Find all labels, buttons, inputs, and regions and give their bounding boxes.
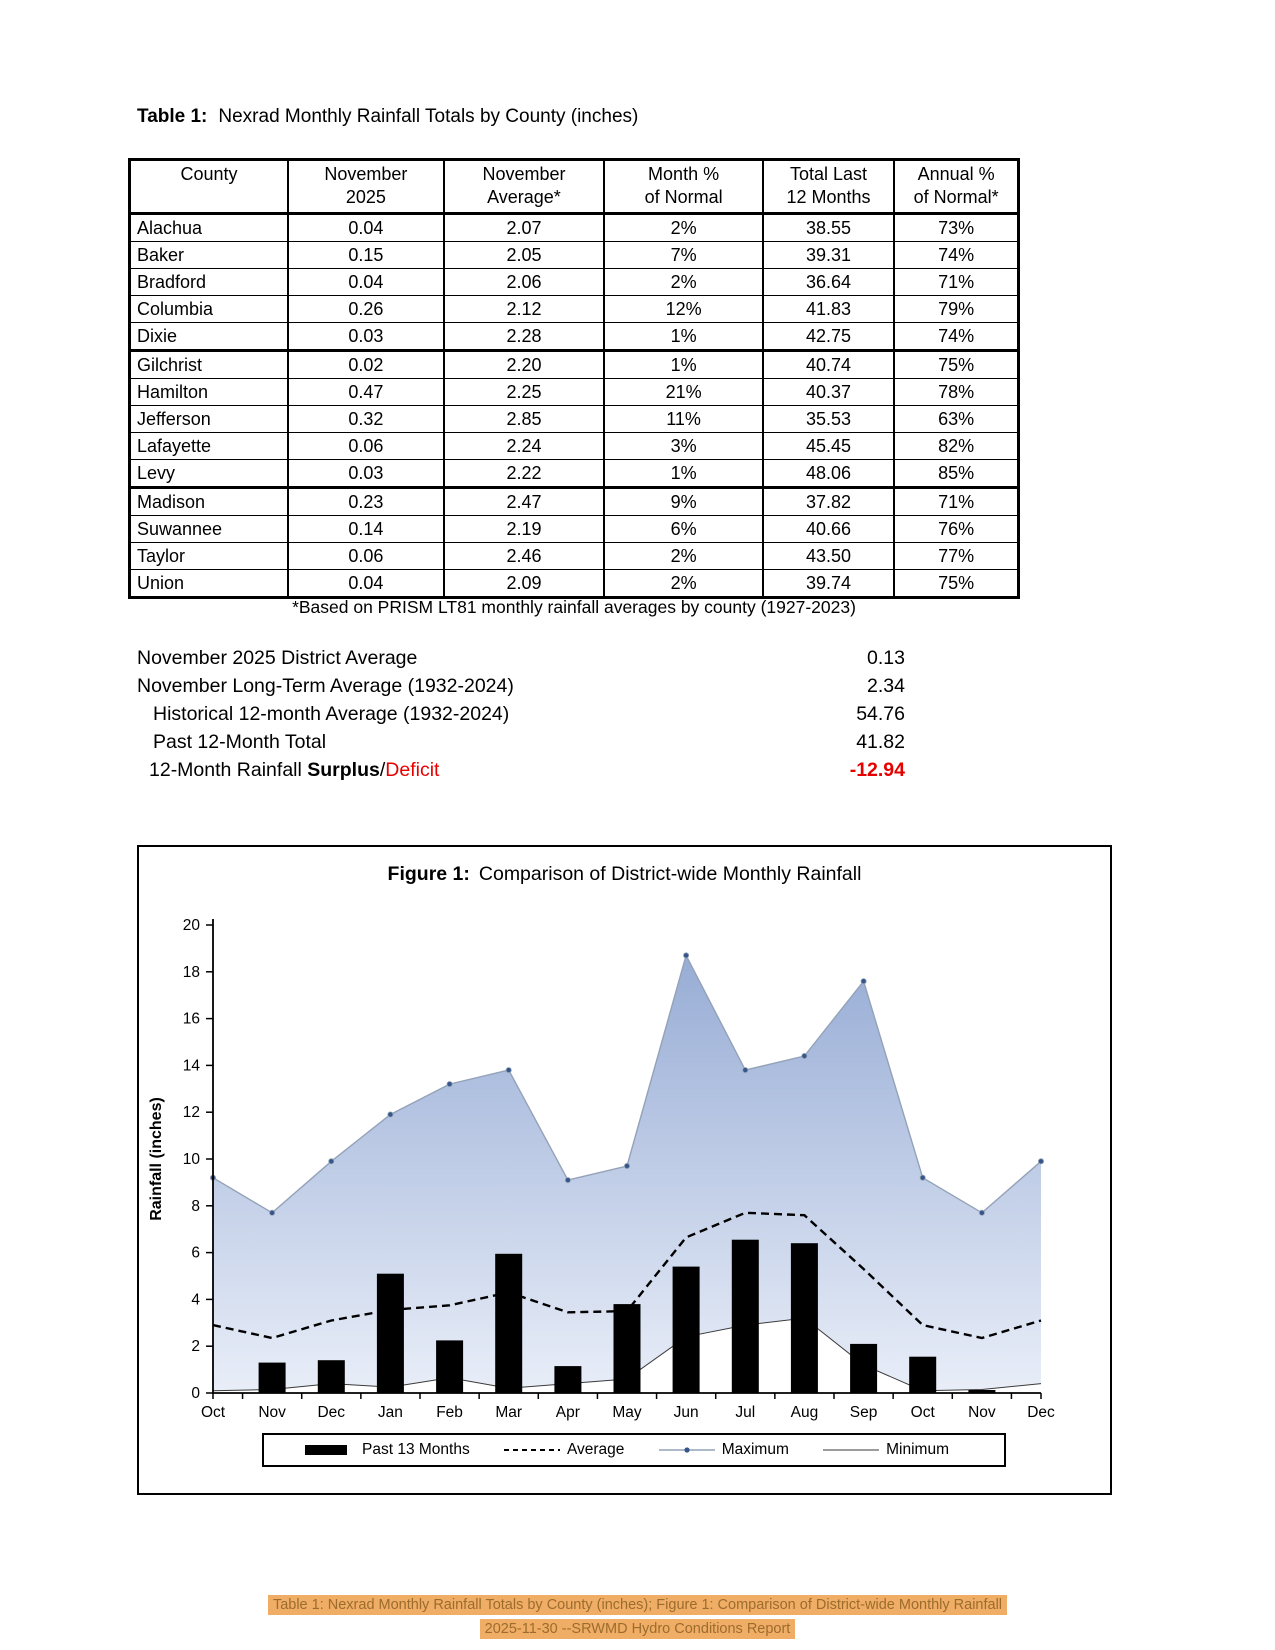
table-cell: 38.55 xyxy=(763,214,894,242)
y-axis-title: Rainfall (inches) xyxy=(148,1097,165,1221)
table-cell: Bradford xyxy=(130,269,289,296)
marker-dot xyxy=(388,1112,393,1117)
table-cell: Dixie xyxy=(130,323,289,351)
table-cell: 35.53 xyxy=(763,406,894,433)
y-tick-label: 0 xyxy=(191,1385,200,1402)
marker-dot xyxy=(506,1068,511,1073)
column-header: Annual % of Normal* xyxy=(894,160,1018,214)
y-tick-label: 20 xyxy=(182,917,200,934)
table-row xyxy=(130,543,1019,570)
table-cell: 79% xyxy=(894,296,1018,323)
y-tick-label: 4 xyxy=(191,1291,200,1309)
x-tick-label: Oct xyxy=(910,1404,935,1421)
table-cell: 0.02 xyxy=(288,351,444,379)
y-tick-label: 6 xyxy=(191,1244,200,1262)
table-cell: 2% xyxy=(604,570,763,598)
x-tick-label: Nov xyxy=(258,1404,286,1421)
table-cell: 75% xyxy=(894,570,1018,598)
table-cell: 6% xyxy=(604,516,763,543)
table-cell: 0.04 xyxy=(288,269,444,296)
table-cell: 0.06 xyxy=(288,543,444,570)
table-cell: Levy xyxy=(130,460,289,488)
marker-dot xyxy=(270,1210,275,1215)
marker-dot xyxy=(861,979,866,984)
deficit-deficit-word: Deficit xyxy=(385,759,440,781)
summary-label: Historical 12-month Average (1932-2024) xyxy=(153,703,510,725)
summary-value: 54.76 xyxy=(856,703,905,725)
summary-value: 0.13 xyxy=(867,647,905,669)
footer-line-2 xyxy=(0,1619,1275,1639)
table-cell: 2% xyxy=(604,269,763,296)
table-cell: 82% xyxy=(894,433,1018,460)
table-cell: 43.50 xyxy=(763,543,894,570)
bar xyxy=(791,1243,818,1393)
table-row xyxy=(130,269,1019,296)
table-cell: 2.09 xyxy=(444,570,605,598)
x-tick-label: Aug xyxy=(790,1404,819,1421)
footer-line-1-text: Table 1: Nexrad Monthly Rainfall Totals by County (inches); Figure 1: Comparison of District-wide Monthly Rainfall xyxy=(268,1595,1007,1615)
table-cell: 2.06 xyxy=(444,269,605,296)
table-cell: Madison xyxy=(130,488,289,516)
marker-dot xyxy=(1038,1159,1043,1164)
table-cell: 2.19 xyxy=(444,516,605,543)
deficit-prefix: 12-Month Rainfall xyxy=(149,759,308,781)
table-cell: 78% xyxy=(894,379,1018,406)
marker-dot xyxy=(920,1175,925,1180)
column-header: Month % of Normal xyxy=(604,160,763,214)
summary-row xyxy=(137,672,905,700)
table-cell: 2% xyxy=(604,543,763,570)
legend-item-maximum xyxy=(659,1441,789,1459)
table-cell: 11% xyxy=(604,406,763,433)
y-tick-label: 16 xyxy=(182,1010,200,1028)
table-cell: 0.03 xyxy=(288,460,444,488)
table-cell: 0.04 xyxy=(288,570,444,598)
column-header: November 2025 xyxy=(288,160,444,214)
summary-label: Past 12-Month Total xyxy=(153,731,327,753)
x-tick-label: Dec xyxy=(1027,1404,1055,1421)
table-cell: 2.85 xyxy=(444,406,605,433)
marker-dot xyxy=(447,1082,452,1087)
line-marker-swatch-icon xyxy=(659,1444,715,1456)
bar xyxy=(259,1363,286,1393)
y-tick-label: 14 xyxy=(182,1057,200,1075)
table-cell: 1% xyxy=(604,323,763,351)
line-dashed-swatch-icon xyxy=(504,1444,560,1456)
marker-dot xyxy=(684,953,689,958)
summary-label: November 2025 District Average xyxy=(137,647,418,669)
y-tick-label: 12 xyxy=(182,1104,200,1122)
bar xyxy=(554,1366,581,1393)
table-cell: 48.06 xyxy=(763,460,894,488)
legend-label: Maximum xyxy=(721,1441,789,1458)
bar xyxy=(732,1240,759,1393)
summary-row xyxy=(137,728,905,756)
line-swatch-icon xyxy=(823,1444,879,1456)
legend-item-minimum xyxy=(823,1441,949,1459)
table-cell: Columbia xyxy=(130,296,289,323)
table-cell: 71% xyxy=(894,488,1018,516)
marker-dot xyxy=(979,1210,984,1215)
legend-label: Average xyxy=(566,1441,625,1458)
bar xyxy=(318,1360,345,1393)
bar xyxy=(850,1344,877,1393)
table-row xyxy=(130,516,1019,543)
table-cell: 40.74 xyxy=(763,351,894,379)
deficit-slash: / xyxy=(379,759,386,781)
table-cell: 2.47 xyxy=(444,488,605,516)
table1-title xyxy=(137,106,638,128)
table-cell: 0.23 xyxy=(288,488,444,516)
table-row xyxy=(130,460,1019,488)
table-cell: 2% xyxy=(604,214,763,242)
table-cell: 0.47 xyxy=(288,379,444,406)
marker-dot xyxy=(329,1159,334,1164)
table-cell: 36.64 xyxy=(763,269,894,296)
table-cell: 2.28 xyxy=(444,323,605,351)
table-cell: 75% xyxy=(894,351,1018,379)
table-cell: 0.04 xyxy=(288,214,444,242)
table-cell: Union xyxy=(130,570,289,598)
y-axis xyxy=(183,917,213,1402)
table-cell: 40.66 xyxy=(763,516,894,543)
summary-row xyxy=(137,644,905,672)
y-tick-label: 8 xyxy=(191,1197,200,1215)
x-tick-label: Dec xyxy=(317,1404,346,1421)
table-cell: 63% xyxy=(894,406,1018,433)
x-tick-label: Apr xyxy=(555,1404,580,1421)
figure1-title-label: Figure 1: xyxy=(387,863,470,885)
table-cell: 2.46 xyxy=(444,543,605,570)
deficit-surplus-word: Surplus xyxy=(307,759,380,781)
legend-item-average xyxy=(504,1441,624,1459)
footer-line-1 xyxy=(0,1595,1275,1615)
table-cell: 2.20 xyxy=(444,351,605,379)
table-cell: Suwannee xyxy=(130,516,289,543)
table-row xyxy=(130,379,1019,406)
bar xyxy=(495,1254,522,1393)
bar xyxy=(614,1304,641,1393)
table-cell: 0.15 xyxy=(288,242,444,269)
table-row xyxy=(130,406,1019,433)
x-tick-label: Jul xyxy=(735,1404,756,1421)
table-row xyxy=(130,323,1019,351)
summary-row-deficit xyxy=(137,756,905,784)
x-tick-label: Oct xyxy=(200,1404,226,1421)
table-cell: 0.26 xyxy=(288,296,444,323)
deficit-label xyxy=(149,756,439,784)
table1-title-text: Nexrad Monthly Rainfall Totals by County (inches) xyxy=(218,106,639,127)
table-cell: 21% xyxy=(604,379,763,406)
table-cell: 2.22 xyxy=(444,460,605,488)
table-cell: 2.07 xyxy=(444,214,605,242)
table-cell: 77% xyxy=(894,543,1018,570)
chart-legend xyxy=(262,1433,1006,1467)
legend-label: Past 13 Months xyxy=(362,1441,470,1458)
table1-title-label: Table 1: xyxy=(137,106,208,127)
column-header: County xyxy=(130,160,289,214)
table-cell: 40.37 xyxy=(763,379,894,406)
table-cell: 42.75 xyxy=(763,323,894,351)
bar xyxy=(436,1340,463,1393)
table-cell: 9% xyxy=(604,488,763,516)
table-row xyxy=(130,570,1019,598)
table-cell: 0.06 xyxy=(288,433,444,460)
x-tick-label: Sep xyxy=(849,1404,878,1421)
y-tick-label: 10 xyxy=(182,1151,200,1168)
summary-label: November Long-Term Average (1932-2024) xyxy=(137,675,514,697)
header-row xyxy=(130,160,1019,214)
table-cell: 71% xyxy=(894,269,1018,296)
table-cell: 39.74 xyxy=(763,570,894,598)
table-cell: 76% xyxy=(894,516,1018,543)
x-tick-label: Jan xyxy=(377,1404,403,1421)
figure1-title xyxy=(139,863,1110,886)
table-cell: 37.82 xyxy=(763,488,894,516)
table-row xyxy=(130,242,1019,269)
table-cell: 2.12 xyxy=(444,296,605,323)
figure1-box xyxy=(137,845,1112,1495)
y-tick-label: 18 xyxy=(182,963,200,981)
x-tick-label: Nov xyxy=(968,1404,996,1421)
figure1-title-text: Comparison of District-wide Monthly Rainfall xyxy=(478,863,862,885)
rainfall-table-body xyxy=(130,214,1019,598)
y-tick-label: 2 xyxy=(191,1338,200,1356)
marker-dot xyxy=(565,1178,570,1183)
table-cell: Alachua xyxy=(130,214,289,242)
table-cell: Hamilton xyxy=(130,379,289,406)
table-cell: 7% xyxy=(604,242,763,269)
table-cell: 2.05 xyxy=(444,242,605,269)
table-row xyxy=(130,433,1019,460)
summary-value: 41.82 xyxy=(856,731,905,753)
table-cell: Baker xyxy=(130,242,289,269)
bar xyxy=(909,1357,936,1393)
summary-rows xyxy=(137,644,905,756)
table-cell: 1% xyxy=(604,460,763,488)
x-axis xyxy=(201,1393,1055,1421)
table-cell: Taylor xyxy=(130,543,289,570)
table-cell: 0.14 xyxy=(288,516,444,543)
marker-dot xyxy=(743,1068,748,1073)
column-header: November Average* xyxy=(444,160,605,214)
table-cell: 0.03 xyxy=(288,323,444,351)
summary-block xyxy=(137,644,905,784)
x-tick-label: May xyxy=(612,1404,642,1421)
table-cell: 0.32 xyxy=(288,406,444,433)
table-row xyxy=(130,351,1019,379)
table-cell: 2.25 xyxy=(444,379,605,406)
summary-value: 2.34 xyxy=(867,675,905,697)
table1-footnote: *Based on PRISM LT81 monthly rainfall averages by county (1927-2023) xyxy=(292,597,856,617)
table-cell: 41.83 xyxy=(763,296,894,323)
table-cell: 45.45 xyxy=(763,433,894,460)
table-cell: 74% xyxy=(894,323,1018,351)
rainfall-table-header xyxy=(130,160,1019,214)
x-tick-label: Feb xyxy=(436,1404,463,1421)
deficit-value: -12.94 xyxy=(849,759,905,781)
table-cell: Gilchrist xyxy=(130,351,289,379)
table-cell: 12% xyxy=(604,296,763,323)
rainfall-chart xyxy=(139,847,1106,1489)
x-tick-label: Mar xyxy=(495,1404,523,1421)
table-cell: Jefferson xyxy=(130,406,289,433)
column-header: Total Last 12 Months xyxy=(763,160,894,214)
bar xyxy=(673,1267,700,1393)
x-tick-label: Jun xyxy=(673,1404,699,1421)
table-cell: 74% xyxy=(894,242,1018,269)
table-cell: 39.31 xyxy=(763,242,894,269)
rainfall-table xyxy=(128,158,1020,599)
bar-swatch-icon xyxy=(299,1444,355,1456)
table-row xyxy=(130,488,1019,516)
marker-dot xyxy=(624,1163,629,1168)
footer-line-2-text: 2025-11-30 --SRWMD Hydro Conditions Report xyxy=(480,1619,796,1639)
table-cell: 1% xyxy=(604,351,763,379)
bar xyxy=(377,1274,404,1393)
legend-item-past-13-months xyxy=(299,1441,470,1459)
table-cell: 85% xyxy=(894,460,1018,488)
table-cell: 73% xyxy=(894,214,1018,242)
table-cell: 2.24 xyxy=(444,433,605,460)
summary-row xyxy=(137,700,905,728)
table-row xyxy=(130,296,1019,323)
table-cell: 3% xyxy=(604,433,763,460)
marker-dot xyxy=(802,1053,807,1058)
table-cell: Lafayette xyxy=(130,433,289,460)
table-row xyxy=(130,214,1019,242)
legend-label: Minimum xyxy=(886,1441,949,1458)
